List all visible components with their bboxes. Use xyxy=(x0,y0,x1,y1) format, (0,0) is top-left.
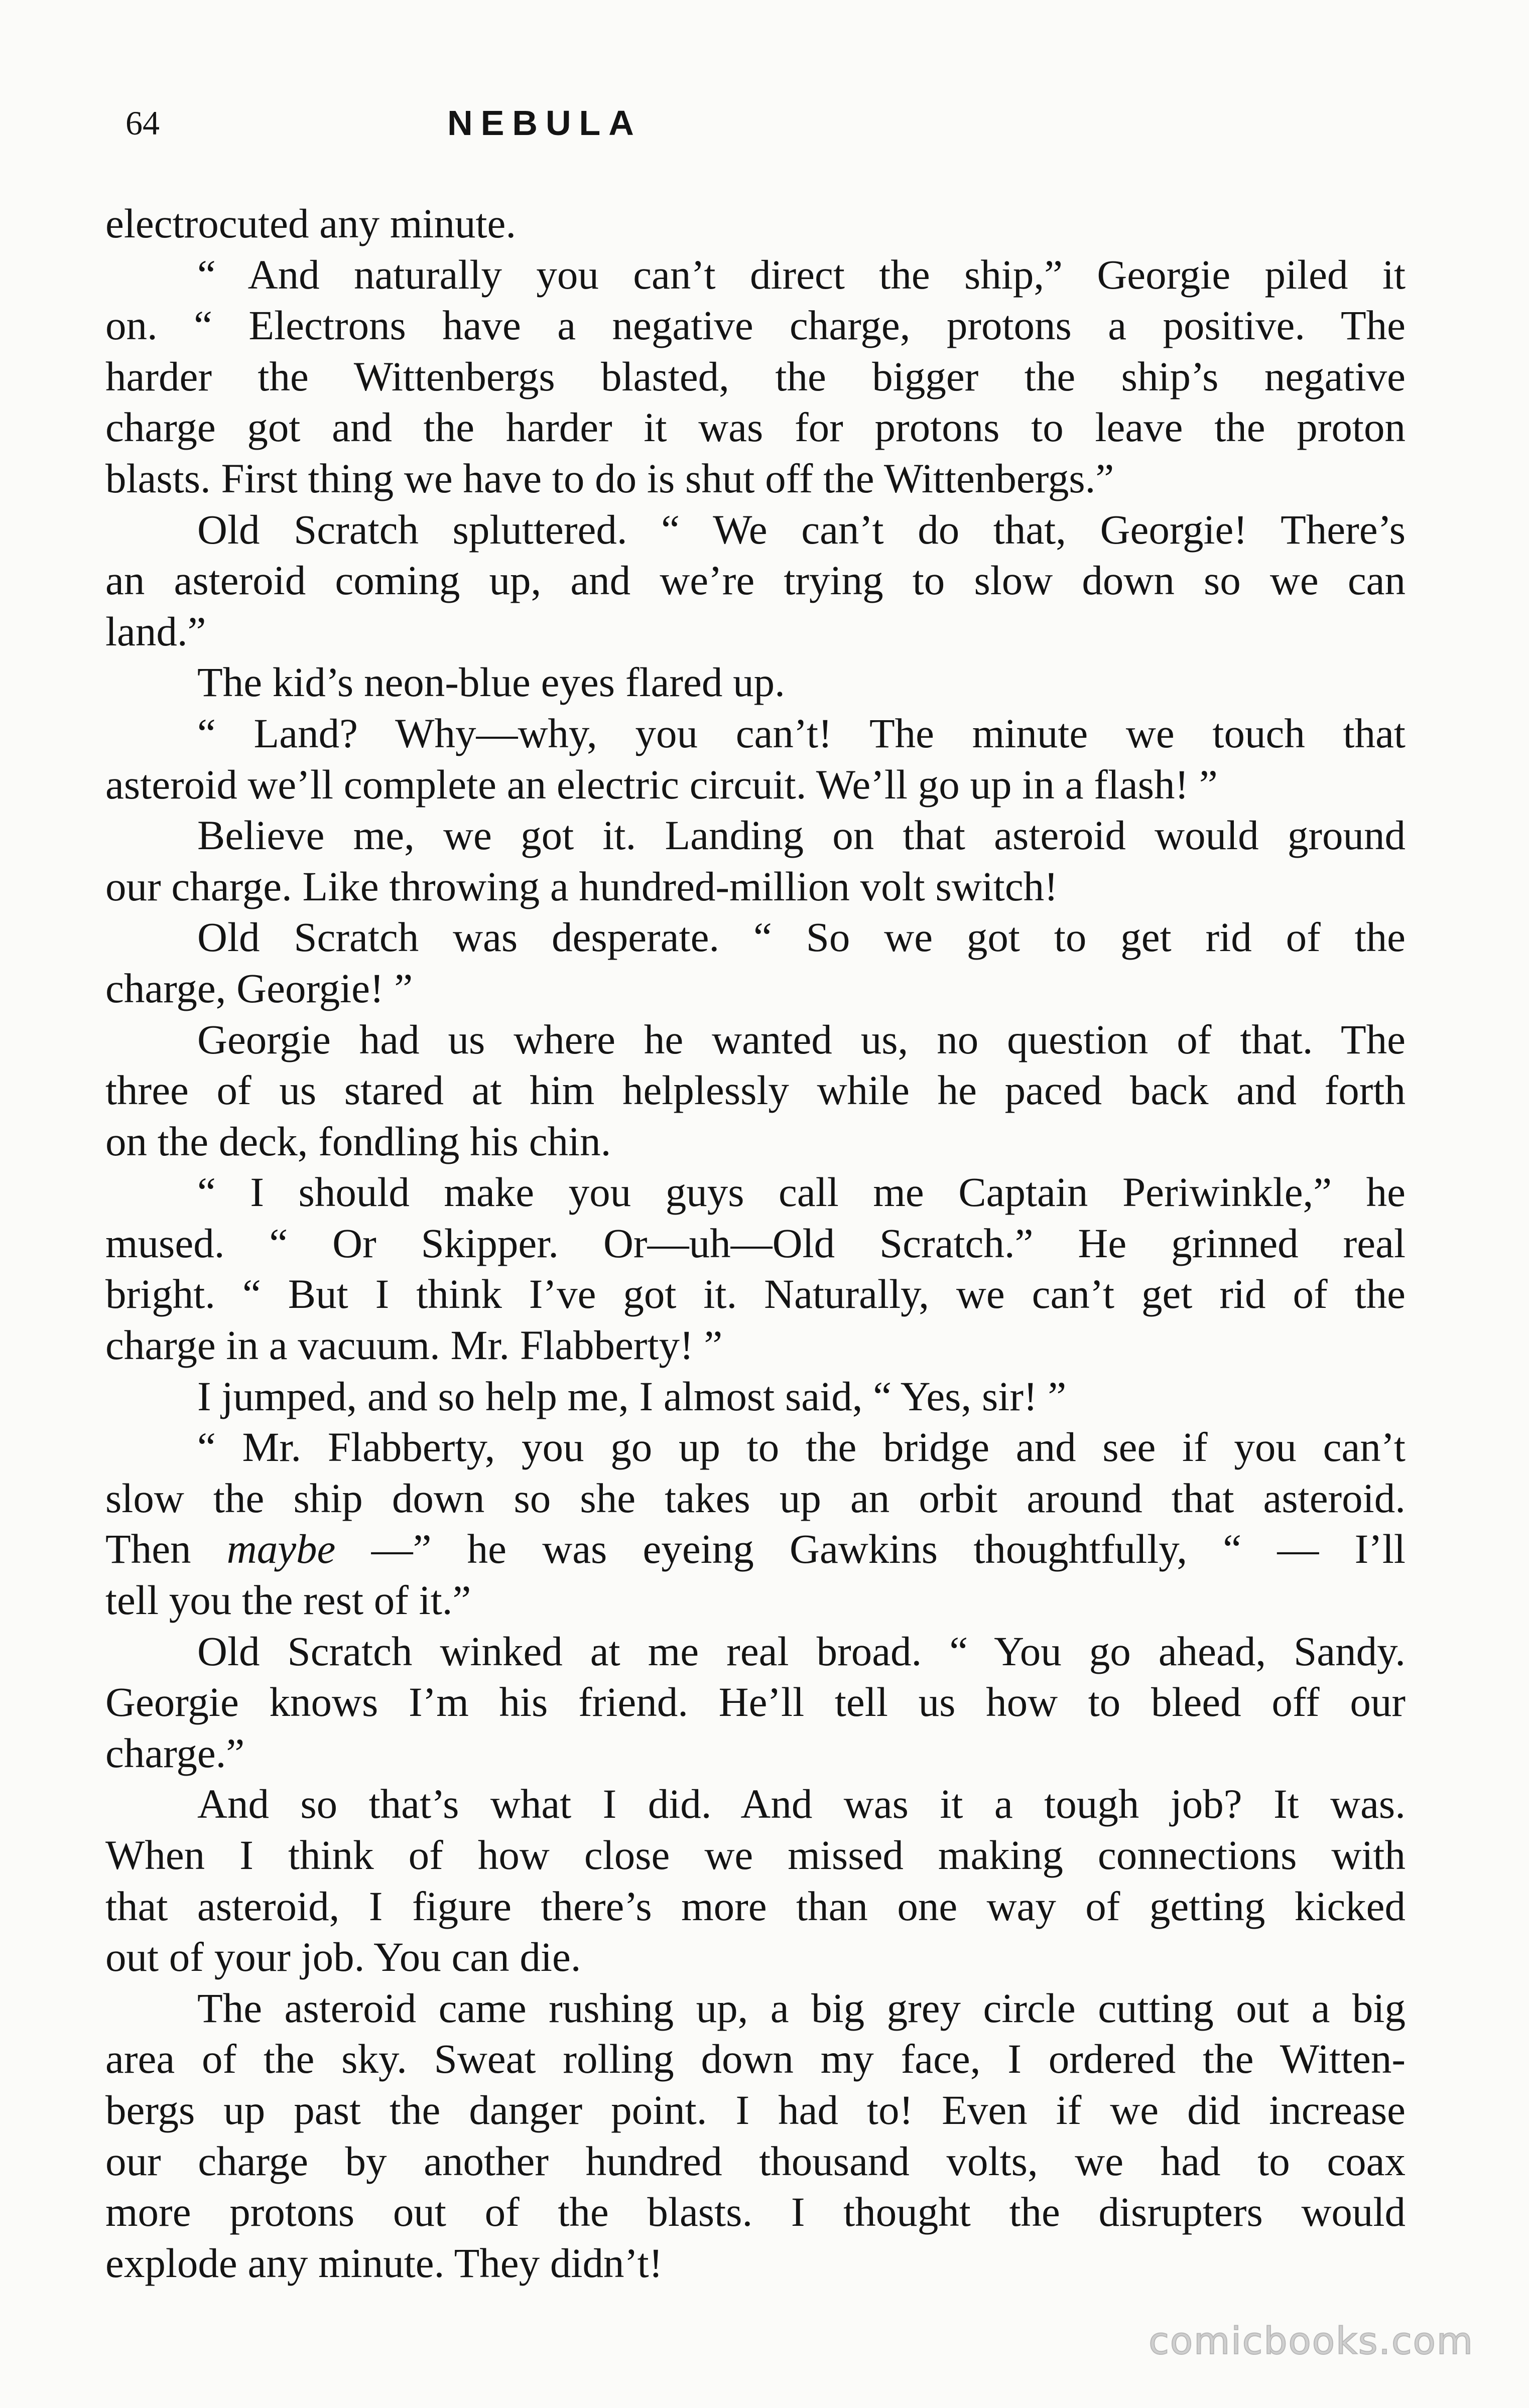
text-line: Georgie had us where he wanted us, no question of that. The xyxy=(197,1016,1406,1062)
text-line: more protons out of the blasts. I thought the disrupters would xyxy=(105,2189,1406,2235)
text-line: “ I should make you guys call me Captain Periwinkle,” he xyxy=(197,1169,1406,1216)
text-line xyxy=(105,1524,1406,1575)
text-segment: —” he was eyeing Gawkins thoughtfully, “ — I’ll xyxy=(335,1526,1406,1572)
text-line: on. “ Electrons have a negative charge, protons a positive. The xyxy=(105,302,1406,349)
text-line: our charge by another hundred thousand volts, we had to coax xyxy=(105,2137,1406,2184)
text-line: tell you the rest of it.” xyxy=(105,1577,471,1624)
text-line: The asteroid came rushing up, a big grey circle cutting out a big xyxy=(197,1984,1406,2031)
text-segment: Then xyxy=(105,1526,227,1572)
text-line: Old Scratch spluttered. “ We can’t do that, Georgie! There’s xyxy=(197,506,1406,553)
text-line: Old Scratch was desperate. “ So we got to get rid of the xyxy=(197,914,1406,961)
text-line: explode any minute. They didn’t! xyxy=(105,2239,663,2286)
text-line: “ Land? Why—why, you can’t! The minute we touch that xyxy=(197,710,1406,756)
text-line: electrocuted any minute. xyxy=(105,200,517,246)
text-line: And so that’s what I did. And was it a tough job? It was. xyxy=(197,1781,1406,1827)
text-line: “ Mr. Flabberty, you go up to the bridge and see if you can’t xyxy=(197,1424,1406,1470)
text-line: that asteroid, I figure there’s more than one way of getting kicked xyxy=(105,1883,1406,1929)
body-text xyxy=(105,198,1406,2289)
text-line: charge in a vacuum. Mr. Flabberty! ” xyxy=(105,1322,723,1369)
text-line: asteroid we’ll complete an electric circuit. We’ll go up in a flash! ” xyxy=(105,761,1218,808)
text-line: our charge. Like throwing a hundred-million volt switch! xyxy=(105,863,1058,909)
text-line: I jumped, and so help me, I almost said, “ Yes, sir! ” xyxy=(197,1373,1067,1419)
text-line: charge.” xyxy=(105,1729,245,1776)
text-line: three of us stared at him helplessly while he paced back and forth xyxy=(105,1067,1406,1114)
text-line: mused. “ Or Skipper. Or—uh—Old Scratch.” He grinned real xyxy=(105,1220,1406,1266)
text-line: slow the ship down so she takes up an orbit around that asteroid. xyxy=(105,1475,1406,1521)
text-line: bright. “ But I think I’ve got it. Naturally, we can’t get rid of the xyxy=(105,1271,1406,1317)
text-line: area of the sky. Sweat rolling down my face, I ordered the Witten- xyxy=(105,2036,1406,2082)
text-line: charge, Georgie! ” xyxy=(105,965,413,1011)
text-line: on the deck, fondling his chin. xyxy=(105,1118,611,1164)
text-line: blasts. First thing we have to do is shut off the Wittenbergs.” xyxy=(105,455,1114,501)
text-line: Old Scratch winked at me real broad. “ You go ahead, Sandy. xyxy=(197,1628,1406,1674)
text-line: Georgie knows I’m his friend. He’ll tell us how to bleed off our xyxy=(105,1679,1406,1725)
italic-word: maybe xyxy=(226,1526,336,1572)
page-header xyxy=(105,95,1411,156)
running-title: NEBULA xyxy=(447,103,642,143)
text-line: When I think of how close we missed making connections with xyxy=(105,1832,1406,1878)
text-line: land.” xyxy=(105,608,206,654)
text-line: out of your job. You can die. xyxy=(105,1934,581,1980)
watermark: comicbooks.com xyxy=(1149,2320,1474,2363)
text-line: an asteroid coming up, and we’re trying to slow down so we can xyxy=(105,557,1406,604)
text-line: bergs up past the danger point. I had to! Even if we did increase xyxy=(105,2086,1406,2133)
text-line: “ And naturally you can’t direct the ship,” Georgie piled it xyxy=(197,251,1406,298)
text-line: charge got and the harder it was for protons to leave the proton xyxy=(105,404,1406,451)
text-line: Believe me, we got it. Landing on that asteroid would ground xyxy=(197,812,1406,859)
text-line: harder the Wittenbergs blasted, the bigger the ship’s negative xyxy=(105,353,1406,399)
text-line: The kid’s neon-blue eyes flared up. xyxy=(197,659,785,706)
page-number: 64 xyxy=(125,104,160,142)
